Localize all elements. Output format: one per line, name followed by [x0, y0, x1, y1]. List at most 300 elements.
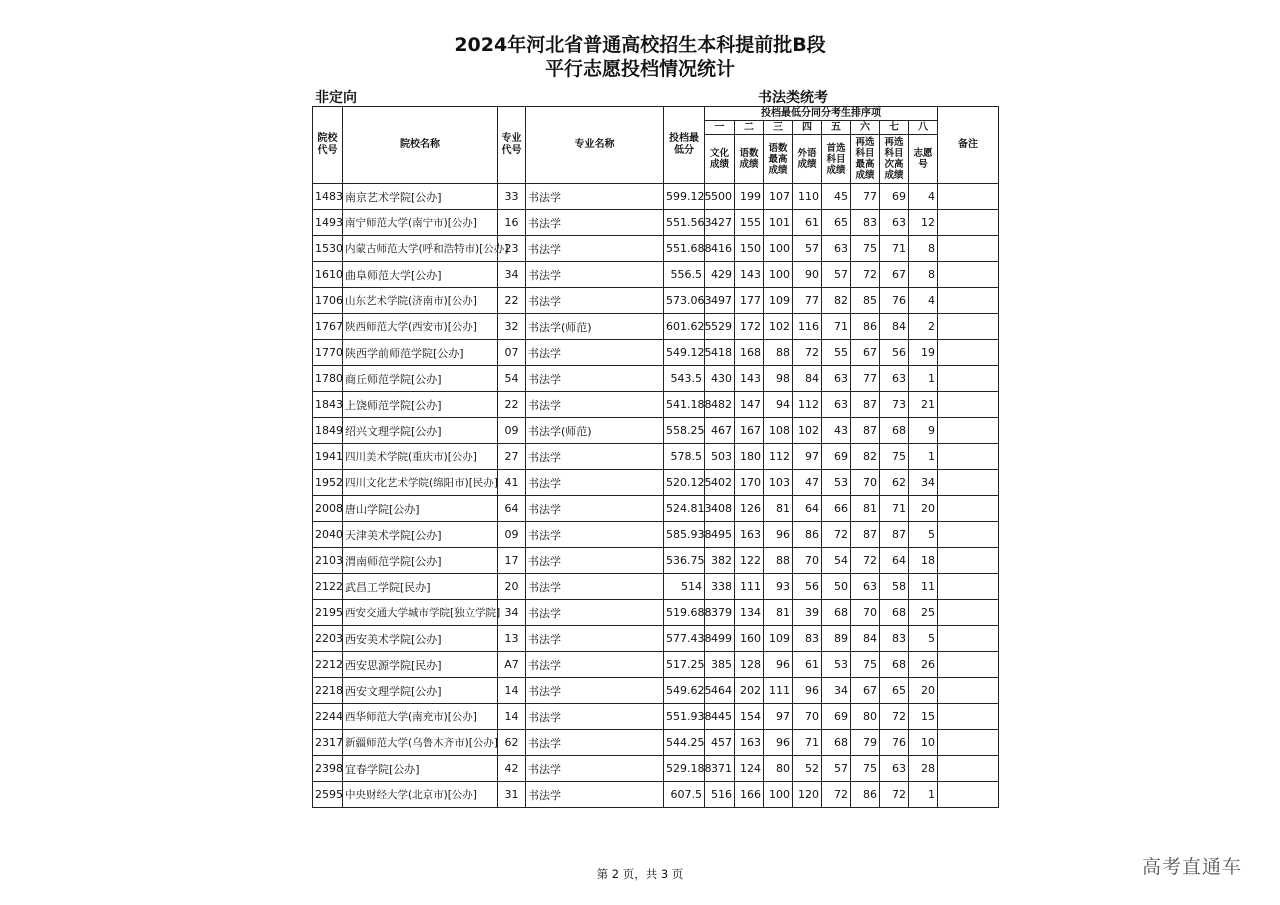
table-row [313, 574, 999, 600]
chinese-math-score-cell: 134 [735, 600, 764, 626]
remark-cell [938, 184, 999, 210]
foreign-language-score-cell: 52 [793, 756, 822, 782]
foreign-language-score-cell: 102 [793, 418, 822, 444]
preference-number-cell: 34 [909, 470, 938, 496]
foreign-language-score-cell: 57 [793, 236, 822, 262]
school-name-cell: 陕西师范大学(西安市)[公办] [343, 314, 498, 340]
preference-number-cell: 20 [909, 496, 938, 522]
school-name-cell: 曲阜师范大学[公办] [343, 262, 498, 288]
second-subject-max-cell: 82 [851, 444, 880, 470]
min-score-cell: 520.125 [664, 470, 705, 496]
second-subject-max-cell: 72 [851, 548, 880, 574]
culture-score-cell: 427 [705, 210, 735, 236]
chinese-math-max-cell: 102 [764, 314, 793, 340]
foreign-language-score-cell: 96 [793, 678, 822, 704]
min-score-cell: 524.813 [664, 496, 705, 522]
second-subject-next-cell: 76 [880, 730, 909, 756]
preference-number-cell: 10 [909, 730, 938, 756]
second-subject-max-cell: 67 [851, 340, 880, 366]
header-order-label: 二 [735, 121, 764, 135]
second-subject-max-cell: 87 [851, 418, 880, 444]
school-name-cell: 上饶师范学院[公办] [343, 392, 498, 418]
school-name-cell: 内蒙古师范大学(呼和浩特市)[公办] [343, 236, 498, 262]
table-row [313, 678, 999, 704]
header-remark: 备注 [938, 107, 999, 184]
second-subject-next-cell: 68 [880, 418, 909, 444]
major-code-cell: 31 [498, 782, 526, 808]
foreign-language-score-cell: 110 [793, 184, 822, 210]
chinese-math-score-cell: 180 [735, 444, 764, 470]
foreign-language-score-cell: 72 [793, 340, 822, 366]
min-score-cell: 558.25 [664, 418, 705, 444]
chinese-math-score-cell: 126 [735, 496, 764, 522]
second-subject-max-cell: 81 [851, 496, 880, 522]
school-code-cell: 1770 [313, 340, 343, 366]
first-subject-score-cell: 89 [822, 626, 851, 652]
category-label: 非定向 [315, 90, 357, 106]
remark-cell [938, 522, 999, 548]
culture-score-cell: 464 [705, 678, 735, 704]
second-subject-max-cell: 83 [851, 210, 880, 236]
table-row [313, 184, 999, 210]
watermark: 高考直通车 [1142, 856, 1243, 878]
second-subject-max-cell: 84 [851, 626, 880, 652]
foreign-language-score-cell: 84 [793, 366, 822, 392]
min-score-cell: 573.063 [664, 288, 705, 314]
major-code-cell: 64 [498, 496, 526, 522]
school-code-cell: 1610 [313, 262, 343, 288]
min-score-cell: 529.188 [664, 756, 705, 782]
major-name-cell: 书法学 [526, 444, 664, 470]
preference-number-cell: 15 [909, 704, 938, 730]
chinese-math-max-cell: 101 [764, 210, 793, 236]
preference-number-cell: 9 [909, 418, 938, 444]
header-order-label: 五 [822, 121, 851, 135]
culture-score-cell: 500 [705, 184, 735, 210]
chinese-math-score-cell: 124 [735, 756, 764, 782]
table-row [313, 314, 999, 340]
school-name-cell: 宜春学院[公办] [343, 756, 498, 782]
major-name-cell: 书法学 [526, 730, 664, 756]
major-name-cell: 书法学 [526, 756, 664, 782]
chinese-math-score-cell: 163 [735, 730, 764, 756]
second-subject-max-cell: 72 [851, 262, 880, 288]
chinese-math-score-cell: 168 [735, 340, 764, 366]
header-order-item: 文化成绩 [705, 135, 735, 184]
min-score-cell: 577.438 [664, 626, 705, 652]
first-subject-score-cell: 63 [822, 366, 851, 392]
school-name-cell: 四川美术学院(重庆市)[公办] [343, 444, 498, 470]
preference-number-cell: 28 [909, 756, 938, 782]
chinese-math-max-cell: 96 [764, 730, 793, 756]
first-subject-score-cell: 50 [822, 574, 851, 600]
first-subject-score-cell: 69 [822, 444, 851, 470]
culture-score-cell: 495 [705, 522, 735, 548]
major-name-cell: 书法学 [526, 496, 664, 522]
preference-number-cell: 20 [909, 678, 938, 704]
chinese-math-score-cell: 177 [735, 288, 764, 314]
remark-cell [938, 678, 999, 704]
culture-score-cell: 382 [705, 548, 735, 574]
table-row [313, 262, 999, 288]
major-name-cell: 书法学 [526, 600, 664, 626]
table-row [313, 756, 999, 782]
first-subject-score-cell: 71 [822, 314, 851, 340]
second-subject-next-cell: 73 [880, 392, 909, 418]
first-subject-score-cell: 45 [822, 184, 851, 210]
table-row [313, 704, 999, 730]
school-name-cell: 绍兴文理学院[公办] [343, 418, 498, 444]
min-score-cell: 556.5 [664, 262, 705, 288]
preference-number-cell: 12 [909, 210, 938, 236]
remark-cell [938, 210, 999, 236]
chinese-math-max-cell: 109 [764, 626, 793, 652]
second-subject-next-cell: 84 [880, 314, 909, 340]
preference-number-cell: 18 [909, 548, 938, 574]
header-order-label: 六 [851, 121, 880, 135]
foreign-language-score-cell: 77 [793, 288, 822, 314]
chinese-math-score-cell: 122 [735, 548, 764, 574]
header-order-item: 外语成绩 [793, 135, 822, 184]
major-name-cell: 书法学 [526, 392, 664, 418]
second-subject-next-cell: 67 [880, 262, 909, 288]
remark-cell [938, 366, 999, 392]
chinese-math-score-cell: 166 [735, 782, 764, 808]
min-score-cell: 543.5 [664, 366, 705, 392]
table-row [313, 444, 999, 470]
chinese-math-score-cell: 163 [735, 522, 764, 548]
culture-score-cell: 503 [705, 444, 735, 470]
preference-number-cell: 8 [909, 262, 938, 288]
major-code-cell: 09 [498, 522, 526, 548]
major-code-cell: 42 [498, 756, 526, 782]
major-name-cell: 书法学 [526, 548, 664, 574]
table-row [313, 236, 999, 262]
foreign-language-score-cell: 71 [793, 730, 822, 756]
second-subject-next-cell: 75 [880, 444, 909, 470]
chinese-math-score-cell: 160 [735, 626, 764, 652]
chinese-math-score-cell: 170 [735, 470, 764, 496]
first-subject-score-cell: 53 [822, 470, 851, 496]
second-subject-max-cell: 79 [851, 730, 880, 756]
second-subject-max-cell: 70 [851, 470, 880, 496]
second-subject-max-cell: 77 [851, 184, 880, 210]
culture-score-cell: 408 [705, 496, 735, 522]
major-name-cell: 书法学 [526, 470, 664, 496]
second-subject-max-cell: 80 [851, 704, 880, 730]
chinese-math-max-cell: 81 [764, 600, 793, 626]
second-subject-next-cell: 76 [880, 288, 909, 314]
first-subject-score-cell: 69 [822, 704, 851, 730]
foreign-language-score-cell: 70 [793, 548, 822, 574]
first-subject-score-cell: 68 [822, 730, 851, 756]
second-subject-next-cell: 71 [880, 496, 909, 522]
major-code-cell: 23 [498, 236, 526, 262]
second-subject-max-cell: 75 [851, 236, 880, 262]
culture-score-cell: 418 [705, 340, 735, 366]
culture-score-cell: 338 [705, 574, 735, 600]
culture-score-cell: 385 [705, 652, 735, 678]
min-score-cell: 514 [664, 574, 705, 600]
school-code-cell: 2122 [313, 574, 343, 600]
table-row [313, 418, 999, 444]
min-score-cell: 551.938 [664, 704, 705, 730]
table-row [313, 522, 999, 548]
culture-score-cell: 482 [705, 392, 735, 418]
preference-number-cell: 5 [909, 522, 938, 548]
min-score-cell: 544.25 [664, 730, 705, 756]
major-name-cell: 书法学 [526, 288, 664, 314]
culture-score-cell: 467 [705, 418, 735, 444]
major-name-cell: 书法学 [526, 704, 664, 730]
major-code-cell: 17 [498, 548, 526, 574]
culture-score-cell: 499 [705, 626, 735, 652]
major-code-cell: 22 [498, 288, 526, 314]
remark-cell [938, 418, 999, 444]
remark-cell [938, 496, 999, 522]
remark-cell [938, 444, 999, 470]
preference-number-cell: 21 [909, 392, 938, 418]
remark-cell [938, 782, 999, 808]
major-name-cell: 书法学 [526, 340, 664, 366]
foreign-language-score-cell: 120 [793, 782, 822, 808]
major-name-cell: 书法学 [526, 652, 664, 678]
second-subject-next-cell: 64 [880, 548, 909, 574]
second-subject-next-cell: 63 [880, 210, 909, 236]
first-subject-score-cell: 34 [822, 678, 851, 704]
second-subject-max-cell: 87 [851, 392, 880, 418]
admission-table [312, 106, 999, 808]
chinese-math-score-cell: 128 [735, 652, 764, 678]
first-subject-score-cell: 54 [822, 548, 851, 574]
school-code-cell: 2203 [313, 626, 343, 652]
first-subject-score-cell: 53 [822, 652, 851, 678]
chinese-math-max-cell: 80 [764, 756, 793, 782]
table-row [313, 496, 999, 522]
major-name-cell: 书法学 [526, 236, 664, 262]
chinese-math-score-cell: 167 [735, 418, 764, 444]
remark-cell [938, 288, 999, 314]
header-order-label: 八 [909, 121, 938, 135]
foreign-language-score-cell: 70 [793, 704, 822, 730]
school-code-cell: 1483 [313, 184, 343, 210]
second-subject-max-cell: 67 [851, 678, 880, 704]
min-score-cell: 599.125 [664, 184, 705, 210]
school-code-cell: 2244 [313, 704, 343, 730]
first-subject-score-cell: 72 [822, 522, 851, 548]
chinese-math-score-cell: 202 [735, 678, 764, 704]
school-code-cell: 1780 [313, 366, 343, 392]
chinese-math-score-cell: 147 [735, 392, 764, 418]
header-min-score: 投档最低分 [664, 107, 705, 184]
school-code-cell: 1767 [313, 314, 343, 340]
major-name-cell: 书法学(师范) [526, 418, 664, 444]
major-name-cell: 书法学 [526, 782, 664, 808]
culture-score-cell: 497 [705, 288, 735, 314]
header-order-item: 再选科目最高成绩 [851, 135, 880, 184]
school-code-cell: 2008 [313, 496, 343, 522]
preference-number-cell: 4 [909, 184, 938, 210]
chinese-math-max-cell: 111 [764, 678, 793, 704]
remark-cell [938, 236, 999, 262]
school-code-cell: 1843 [313, 392, 343, 418]
second-subject-max-cell: 87 [851, 522, 880, 548]
chinese-math-max-cell: 93 [764, 574, 793, 600]
second-subject-next-cell: 56 [880, 340, 909, 366]
remark-cell [938, 756, 999, 782]
second-subject-max-cell: 86 [851, 314, 880, 340]
min-score-cell: 541.188 [664, 392, 705, 418]
second-subject-next-cell: 58 [880, 574, 909, 600]
preference-number-cell: 1 [909, 366, 938, 392]
remark-cell [938, 340, 999, 366]
chinese-math-max-cell: 96 [764, 652, 793, 678]
school-name-cell: 西安交通大学城市学院[独立学院] [343, 600, 498, 626]
chinese-math-score-cell: 155 [735, 210, 764, 236]
chinese-math-max-cell: 97 [764, 704, 793, 730]
foreign-language-score-cell: 83 [793, 626, 822, 652]
culture-score-cell: 402 [705, 470, 735, 496]
remark-cell [938, 392, 999, 418]
remark-cell [938, 600, 999, 626]
first-subject-score-cell: 65 [822, 210, 851, 236]
chinese-math-score-cell: 150 [735, 236, 764, 262]
min-score-cell: 517.25 [664, 652, 705, 678]
table-row [313, 548, 999, 574]
major-code-cell: 14 [498, 678, 526, 704]
school-code-cell: 2317 [313, 730, 343, 756]
foreign-language-score-cell: 112 [793, 392, 822, 418]
header-major-name: 专业名称 [526, 107, 664, 184]
min-score-cell: 549.625 [664, 678, 705, 704]
min-score-cell: 601.625 [664, 314, 705, 340]
min-score-cell: 551.688 [664, 236, 705, 262]
foreign-language-score-cell: 116 [793, 314, 822, 340]
remark-cell [938, 470, 999, 496]
second-subject-next-cell: 68 [880, 600, 909, 626]
min-score-cell: 549.125 [664, 340, 705, 366]
min-score-cell: 578.5 [664, 444, 705, 470]
preference-number-cell: 4 [909, 288, 938, 314]
school-code-cell: 1706 [313, 288, 343, 314]
preference-number-cell: 25 [909, 600, 938, 626]
page-number: 第 2 页，共 3 页 [596, 867, 684, 881]
header-order-label: 一 [705, 121, 735, 135]
major-code-cell: 09 [498, 418, 526, 444]
foreign-language-score-cell: 64 [793, 496, 822, 522]
school-name-cell: 西安思源学院[民办] [343, 652, 498, 678]
major-name-cell: 书法学 [526, 366, 664, 392]
school-name-cell: 陕西学前师范学院[公办] [343, 340, 498, 366]
major-code-cell: A7 [498, 652, 526, 678]
document-subtitle: 平行志愿投档情况统计 [544, 58, 735, 80]
major-name-cell: 书法学 [526, 184, 664, 210]
second-subject-next-cell: 62 [880, 470, 909, 496]
major-name-cell: 书法学 [526, 262, 664, 288]
major-name-cell: 书法学 [526, 522, 664, 548]
school-code-cell: 1941 [313, 444, 343, 470]
chinese-math-max-cell: 100 [764, 782, 793, 808]
remark-cell [938, 704, 999, 730]
first-subject-score-cell: 66 [822, 496, 851, 522]
foreign-language-score-cell: 86 [793, 522, 822, 548]
first-subject-score-cell: 43 [822, 418, 851, 444]
second-subject-max-cell: 75 [851, 652, 880, 678]
second-subject-next-cell: 87 [880, 522, 909, 548]
second-subject-max-cell: 77 [851, 366, 880, 392]
foreign-language-score-cell: 97 [793, 444, 822, 470]
table-row [313, 730, 999, 756]
school-code-cell: 2195 [313, 600, 343, 626]
chinese-math-score-cell: 154 [735, 704, 764, 730]
table-row [313, 340, 999, 366]
first-subject-score-cell: 63 [822, 236, 851, 262]
table-row [313, 210, 999, 236]
school-name-cell: 唐山学院[公办] [343, 496, 498, 522]
foreign-language-score-cell: 56 [793, 574, 822, 600]
preference-number-cell: 19 [909, 340, 938, 366]
school-code-cell: 2595 [313, 782, 343, 808]
chinese-math-max-cell: 98 [764, 366, 793, 392]
chinese-math-max-cell: 112 [764, 444, 793, 470]
table-row [313, 366, 999, 392]
culture-score-cell: 529 [705, 314, 735, 340]
major-name-cell: 书法学 [526, 626, 664, 652]
school-name-cell: 西安文理学院[公办] [343, 678, 498, 704]
second-subject-next-cell: 72 [880, 782, 909, 808]
header-order-item: 再选科目次高成绩 [880, 135, 909, 184]
school-code-cell: 1493 [313, 210, 343, 236]
foreign-language-score-cell: 61 [793, 652, 822, 678]
school-name-cell: 天津美术学院[公办] [343, 522, 498, 548]
chinese-math-max-cell: 103 [764, 470, 793, 496]
min-score-cell: 585.938 [664, 522, 705, 548]
chinese-math-max-cell: 100 [764, 236, 793, 262]
school-code-cell: 2398 [313, 756, 343, 782]
remark-cell [938, 626, 999, 652]
school-code-cell: 2218 [313, 678, 343, 704]
header-order-item: 语数成绩 [735, 135, 764, 184]
school-name-cell: 新疆师范大学(乌鲁木齐市)[公办] [343, 730, 498, 756]
second-subject-next-cell: 72 [880, 704, 909, 730]
chinese-math-score-cell: 143 [735, 366, 764, 392]
table-row [313, 392, 999, 418]
major-code-cell: 27 [498, 444, 526, 470]
school-code-cell: 2103 [313, 548, 343, 574]
major-code-cell: 41 [498, 470, 526, 496]
culture-score-cell: 416 [705, 236, 735, 262]
header-school-name: 院校名称 [343, 107, 498, 184]
major-code-cell: 62 [498, 730, 526, 756]
second-subject-next-cell: 69 [880, 184, 909, 210]
major-name-cell: 书法学 [526, 574, 664, 600]
header-major-code: 专业代号 [498, 107, 526, 184]
remark-cell [938, 652, 999, 678]
table-row [313, 626, 999, 652]
header-order-item: 语数最高成绩 [764, 135, 793, 184]
preference-number-cell: 5 [909, 626, 938, 652]
first-subject-score-cell: 57 [822, 756, 851, 782]
school-name-cell: 武昌工学院[民办] [343, 574, 498, 600]
first-subject-score-cell: 72 [822, 782, 851, 808]
first-subject-score-cell: 82 [822, 288, 851, 314]
header-tiebreak-group: 投档最低分同分考生排序项 [705, 107, 938, 121]
min-score-cell: 519.688 [664, 600, 705, 626]
major-name-cell: 书法学 [526, 678, 664, 704]
school-name-cell: 四川文化艺术学院(绵阳市)[民办] [343, 470, 498, 496]
foreign-language-score-cell: 47 [793, 470, 822, 496]
preference-number-cell: 26 [909, 652, 938, 678]
